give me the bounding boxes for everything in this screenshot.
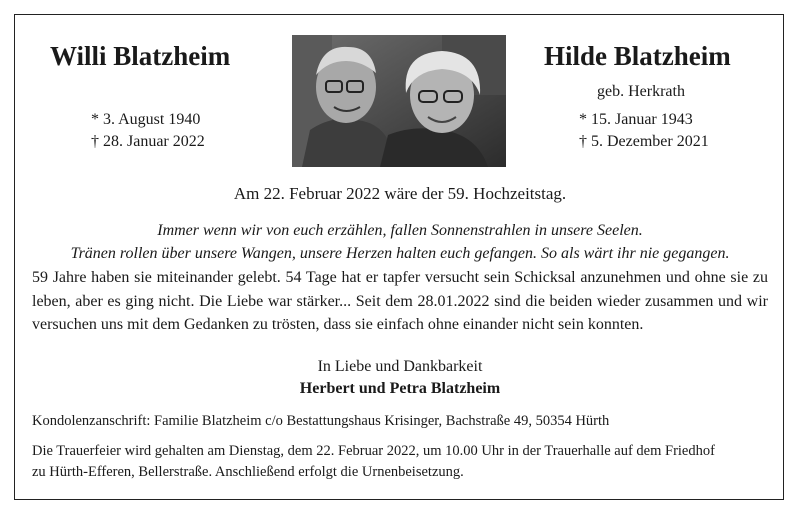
signoff-line: In Liebe und Dankbarkeit	[317, 358, 483, 375]
signoff-names: Herbert und Petra Blatzheim	[299, 380, 501, 397]
condolence-address: Kondolenzanschrift: Familie Blatzheim c/o Bestattungshaus Krisinger, Bachstraße 49, 50354 Hürth	[32, 413, 610, 429]
funeral-info	[32, 441, 772, 483]
quote-line-1: Immer wenn wir von euch erzählen, fallen Sonnenstrahlen in unsere Seelen.	[157, 222, 643, 239]
death-date-willi: † 28. Januar 2022	[91, 133, 205, 150]
maiden-name-hilde: geb. Herkrath	[597, 83, 685, 100]
funeral-line-1: Die Trauerfeier wird gehalten am Dienstag, dem 22. Februar 2022, um 10.00 Uhr in der Trauerhalle auf dem Friedhof	[32, 443, 715, 459]
dates-hilde	[579, 109, 709, 153]
name-willi: Willi Blatzheim	[50, 41, 231, 71]
memorial-quote	[0, 219, 800, 265]
birth-date-willi: * 3. August 1940	[91, 111, 201, 128]
birth-date-hilde: * 15. Januar 1943	[579, 111, 693, 128]
signoff	[0, 356, 800, 400]
couple-photo-image	[292, 35, 506, 167]
name-hilde: Hilde Blatzheim	[544, 41, 731, 71]
dates-willi	[91, 109, 205, 153]
funeral-line-2: zu Hürth-Efferen, Bellerstraße. Anschließend erfolgt die Urnenbeisetzung.	[32, 464, 464, 480]
anniversary-line: Am 22. Februar 2022 wäre der 59. Hochzeitstag.	[233, 184, 567, 203]
memorial-text: 59 Jahre haben sie miteinander gelebt. 54 Tage hat er tapfer versucht sein Schicksal anzunehmen und ohne sie zu leben, aber es ging nicht. Die Liebe war stärker... Seit dem 28.01.2022 sind die beiden wieder zusammen und wir versuchen uns mit dem Gedanken zu trösten, dass sie einfach ohne einander nicht sein konnten.	[32, 269, 768, 333]
couple-photo	[292, 35, 506, 167]
death-date-hilde: † 5. Dezember 2021	[579, 133, 709, 150]
quote-line-2: Tränen rollen über unsere Wangen, unsere Herzen halten euch gefangen. So als wärt ihr nie gegangen.	[70, 245, 730, 262]
